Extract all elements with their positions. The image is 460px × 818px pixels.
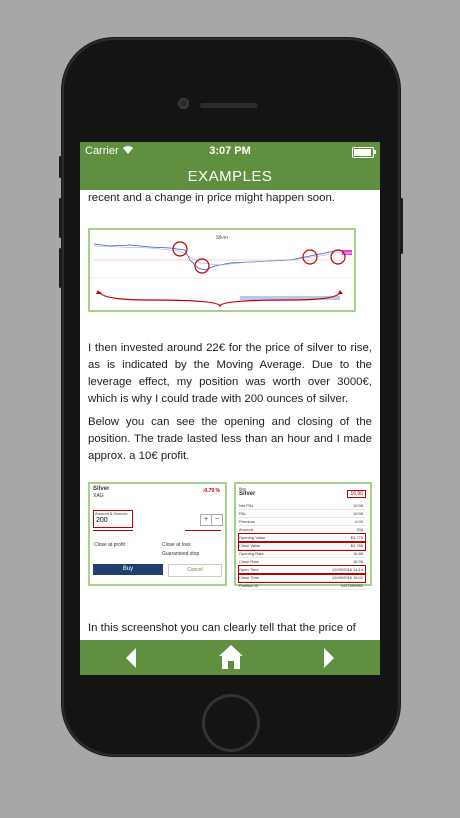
trade-detail-row — [239, 582, 365, 590]
trade-detail-value: -0.00 — [353, 519, 363, 524]
trade-detail-value: 1027300991 — [340, 583, 363, 588]
status-bar — [80, 142, 380, 160]
minus-button: − — [211, 514, 223, 526]
clock: 3:07 PM — [209, 145, 251, 157]
battery-icon — [352, 147, 374, 158]
trade-details-table — [239, 502, 365, 590]
paragraph-bottom: In this screenshot you can clearly tell that the price of — [88, 622, 356, 634]
trade-detail-row — [239, 550, 365, 558]
volume-down-button — [59, 248, 62, 288]
trade-detail-value: $3,786 — [350, 543, 363, 548]
trade-detail-key: Position ID — [239, 583, 259, 588]
trade-detail-key: Close Value — [239, 543, 261, 548]
page-title: EXAMPLES — [80, 160, 380, 190]
trade-detail-row — [239, 574, 365, 582]
trade-detail-row — [239, 526, 365, 534]
trade-detail-key: Amount — [239, 527, 253, 532]
paragraph-top: recent and a change in price might happen soon. — [88, 192, 335, 204]
trade-detail-value: 10.98 — [352, 511, 363, 516]
trade-detail-row — [239, 542, 365, 550]
hardware-home-button[interactable] — [202, 694, 260, 752]
volume-up-button — [59, 198, 62, 238]
trade-detail-key: Close Rate — [239, 559, 259, 564]
paragraph-below: Below you can see the opening and closing of the position. The trade lasted less than an hour and I made approx. a 10€ profit. — [88, 416, 372, 462]
trade-screenshot-image — [88, 482, 372, 598]
trade-detail-value: 12/09/2016 14:14 — [331, 567, 363, 572]
trade-detail-row — [239, 510, 365, 518]
trade-detail-row — [239, 502, 365, 510]
buy-button: Buy — [93, 564, 163, 575]
trade-detail-value: 16.96 — [352, 559, 363, 564]
mute-switch — [59, 156, 62, 178]
carrier-label: Carrier — [85, 145, 119, 157]
trade-detail-value: 200 — [356, 527, 363, 532]
trade-detail-key: Opening Rate — [239, 551, 264, 556]
left-arrow-icon[interactable] — [124, 647, 138, 669]
power-button — [400, 198, 403, 254]
trade-close-panel: Buy Silver 16.96 Net P&L 10.98 P&L 10.98 Premium -0.00 Amount 200 Opening Value $3,775 Close Value $3,786 Opening Rate 16.88 Close Rate 16.96 Open Time 12/09/2016 14:14 Close Time 12/09/2016 15:02 Position ID 1027300991 — [234, 482, 372, 586]
plus-button: + — [200, 514, 212, 526]
cancel-button: Cancel — [168, 564, 222, 577]
trade-detail-value: 12/09/2016 15:02 — [331, 575, 363, 580]
chart-title: Silver — [215, 235, 229, 241]
trade-detail-key: Net P&L — [239, 503, 254, 508]
trade-detail-row — [239, 566, 365, 574]
trade-detail-key: Opening Value — [239, 535, 266, 540]
trade-detail-value: 16.88 — [352, 551, 363, 556]
bottom-toolbar — [80, 640, 380, 675]
trade-detail-key: Premium — [239, 519, 256, 524]
trade-open-panel: Silver XAG -0.79 % Amount & Ounces 200 + − Close at profit Close at loss Guaranteed stop Buy Cancel — [88, 482, 227, 586]
trade-detail-row — [239, 518, 365, 526]
earpiece-speaker — [200, 103, 258, 108]
trade-detail-value: $3,775 — [350, 535, 363, 540]
chart-price-label: 16.960 — [342, 251, 352, 255]
trade-detail-row — [239, 558, 365, 566]
front-camera — [178, 98, 189, 109]
trade-detail-key: Open Time — [239, 567, 259, 572]
trade-detail-key: Close Time — [239, 575, 260, 580]
home-icon[interactable] — [218, 644, 244, 670]
silver-chart-image — [88, 228, 356, 312]
article-content[interactable] — [80, 190, 380, 640]
trade-detail-value: 10.98 — [352, 503, 363, 508]
amount-highlight: Amount & Ounces 200 — [93, 510, 133, 528]
right-arrow-icon[interactable] — [322, 647, 336, 669]
paragraph-invest: I then invested around 22€ for the price of silver to rise, as is indicated by the Moving Average. Due to the leverage effect, my position was worth over 3000€, which is why I could trade with 200 ounces of silver. — [88, 342, 372, 405]
trade-detail-row — [239, 534, 365, 542]
trade-detail-key: P&L — [239, 511, 247, 516]
app-screen — [80, 142, 380, 675]
